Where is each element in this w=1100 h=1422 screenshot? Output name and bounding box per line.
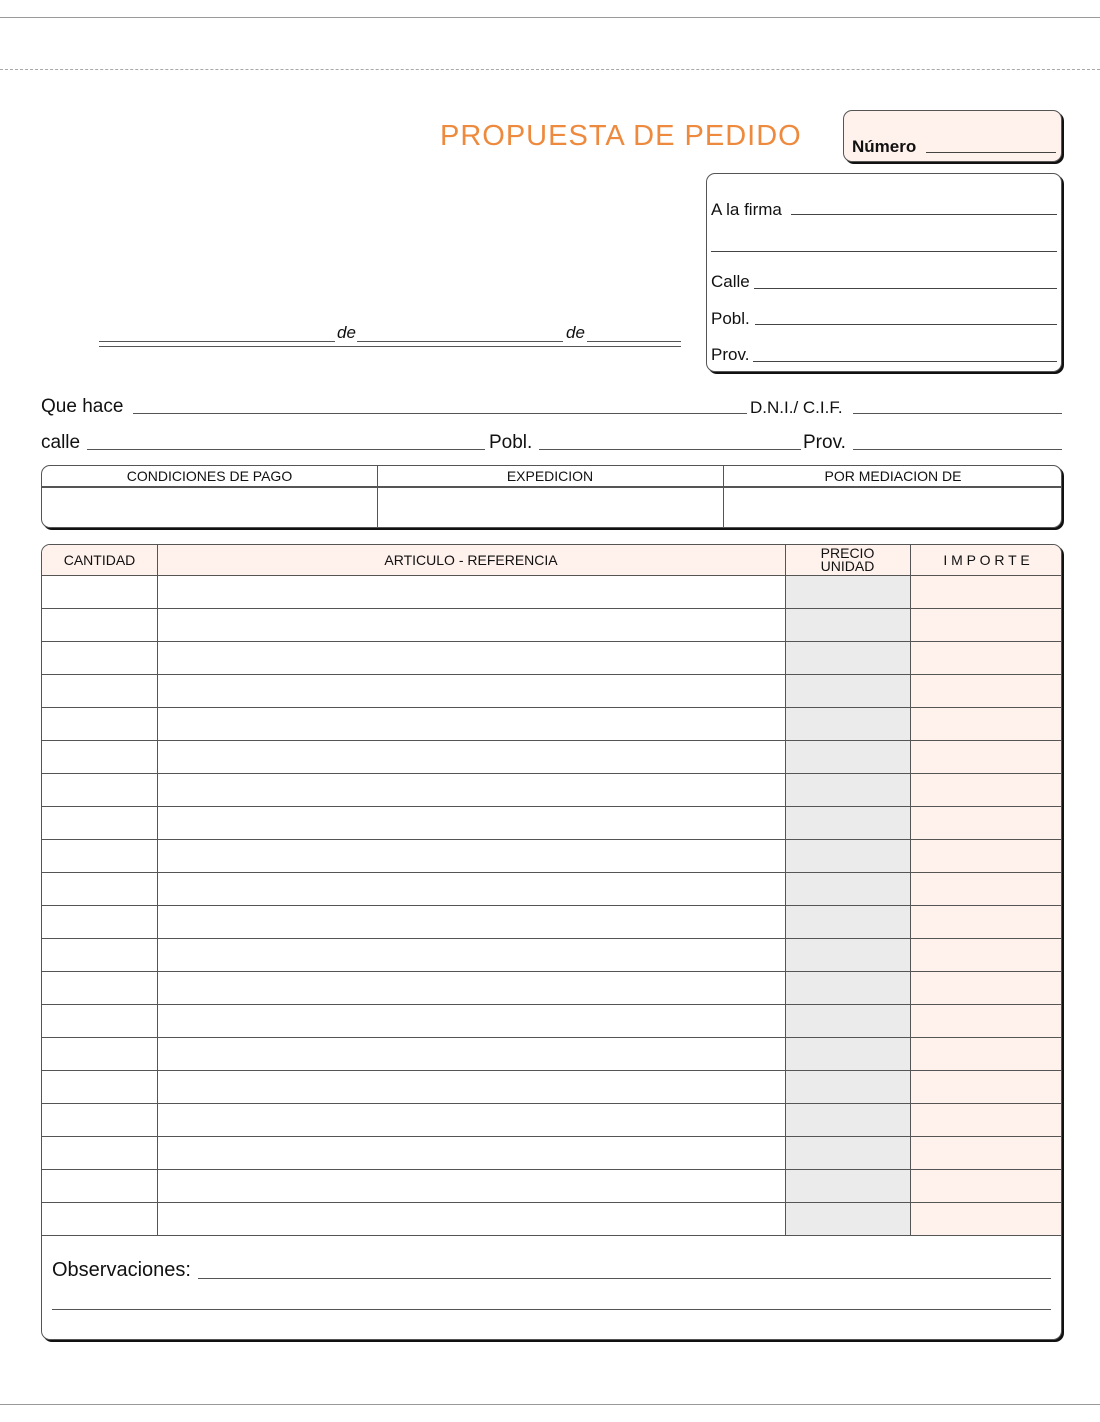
precio-cells	[785, 576, 910, 1236]
articulo-header: ARTICULO - REFERENCIA	[157, 545, 785, 576]
table-cell[interactable]	[157, 708, 785, 741]
table-cell[interactable]	[785, 939, 910, 972]
table-cell[interactable]	[157, 609, 785, 642]
items-table	[41, 544, 1062, 1340]
table-cell[interactable]	[42, 741, 157, 774]
importe-cells	[910, 576, 1062, 1236]
table-cell[interactable]	[42, 642, 157, 675]
table-cell[interactable]	[785, 1203, 910, 1236]
firma-pobl-label: Pobl.	[711, 309, 750, 328]
expedicion-header: EXPEDICION	[377, 466, 723, 487]
table-cell[interactable]	[910, 741, 1062, 774]
date-line	[99, 320, 681, 350]
articulo-cells	[157, 576, 785, 1236]
table-cell[interactable]	[157, 1170, 785, 1203]
table-cell[interactable]	[785, 675, 910, 708]
table-cell[interactable]	[42, 1170, 157, 1203]
a-la-firma-field-2[interactable]	[711, 251, 1057, 252]
table-cell[interactable]	[42, 675, 157, 708]
table-cell[interactable]	[157, 1005, 785, 1038]
mediacion-header: POR MEDIACION DE	[723, 466, 1062, 487]
que-hace-label: Que hace	[41, 396, 124, 417]
cantidad-column	[42, 545, 157, 1236]
que-hace-field[interactable]	[133, 413, 747, 414]
table-cell[interactable]	[42, 1005, 157, 1038]
numero-label: Número	[852, 137, 917, 156]
table-cell[interactable]	[42, 1203, 157, 1236]
table-cell[interactable]	[42, 1104, 157, 1137]
table-cell[interactable]	[910, 972, 1062, 1005]
table-cell[interactable]	[910, 675, 1062, 708]
pobl-label: Pobl.	[489, 432, 533, 453]
table-cell[interactable]	[785, 906, 910, 939]
table-cell[interactable]	[785, 840, 910, 873]
importe-header: I M P O R T E	[910, 545, 1062, 576]
table-cell[interactable]	[910, 1038, 1062, 1071]
table-cell[interactable]	[42, 609, 157, 642]
calle-label: calle	[41, 432, 81, 453]
table-cell[interactable]	[157, 972, 785, 1005]
conditions-separator	[377, 466, 378, 527]
table-cell[interactable]	[910, 1203, 1062, 1236]
table-cell[interactable]	[157, 1203, 785, 1236]
table-cell[interactable]	[785, 972, 910, 1005]
table-cell[interactable]	[42, 840, 157, 873]
table-cell[interactable]	[157, 741, 785, 774]
table-cell[interactable]	[157, 576, 785, 609]
table-cell[interactable]	[910, 1005, 1062, 1038]
observaciones-label: Observaciones:	[52, 1259, 191, 1281]
table-cell[interactable]	[157, 675, 785, 708]
table-cell[interactable]	[785, 1005, 910, 1038]
table-cell[interactable]	[910, 708, 1062, 741]
column-separator	[157, 545, 158, 1236]
table-cell[interactable]	[910, 609, 1062, 642]
date-underline	[99, 346, 681, 347]
precio-header-line1: PRECIO	[820, 545, 875, 561]
table-cell[interactable]	[157, 774, 785, 807]
numero-field[interactable]	[926, 152, 1056, 153]
table-cell[interactable]	[42, 939, 157, 972]
table-cell[interactable]	[910, 873, 1062, 906]
table-cell[interactable]	[910, 840, 1062, 873]
firma-calle-field[interactable]	[754, 288, 1057, 289]
cantidad-cells	[42, 576, 157, 1236]
date-year-field[interactable]	[587, 320, 681, 342]
table-cell[interactable]	[42, 1071, 157, 1104]
table-cell[interactable]	[785, 807, 910, 840]
firma-prov-label: Prov.	[711, 345, 750, 364]
articulo-column	[157, 545, 785, 1236]
form-title: PROPUESTA DE PEDIDO	[440, 120, 802, 152]
table-cell[interactable]	[910, 939, 1062, 972]
precio-header-line2: UNIDAD	[820, 558, 875, 574]
table-cell[interactable]	[910, 1071, 1062, 1104]
table-cell[interactable]	[910, 1170, 1062, 1203]
prov-label: Prov.	[803, 432, 846, 453]
table-cell[interactable]	[910, 906, 1062, 939]
table-cell[interactable]	[157, 840, 785, 873]
firma-pobl-field[interactable]	[755, 324, 1057, 325]
table-cell[interactable]	[157, 807, 785, 840]
table-cell[interactable]	[910, 774, 1062, 807]
table-cell[interactable]	[157, 1071, 785, 1104]
table-cell[interactable]	[785, 576, 910, 609]
conditions-separator	[723, 466, 724, 527]
table-cell[interactable]	[157, 1038, 785, 1071]
table-cell[interactable]	[785, 873, 910, 906]
perforation-line	[0, 69, 1100, 70]
table-cell[interactable]	[785, 1071, 910, 1104]
cantidad-header: CANTIDAD	[42, 545, 157, 576]
date-day-field[interactable]	[99, 320, 335, 342]
numero-box	[843, 110, 1062, 162]
calle-field[interactable]	[87, 449, 485, 450]
table-cell[interactable]	[785, 1170, 910, 1203]
firma-calle-label: Calle	[711, 272, 750, 291]
date-de-2: de	[566, 323, 585, 342]
date-month-field[interactable]	[357, 320, 563, 342]
observaciones-field[interactable]	[198, 1278, 1051, 1279]
table-cell[interactable]	[42, 1137, 157, 1170]
table-cell[interactable]	[157, 906, 785, 939]
conditions-box	[41, 465, 1062, 528]
table-cell[interactable]	[785, 609, 910, 642]
precio-column	[785, 545, 910, 1236]
table-cell[interactable]	[910, 807, 1062, 840]
dni-label: D.N.I./ C.I.F.	[750, 398, 843, 417]
table-cell[interactable]	[785, 1038, 910, 1071]
table-cell[interactable]	[42, 774, 157, 807]
table-cell[interactable]	[785, 741, 910, 774]
date-de-1: de	[337, 323, 356, 342]
table-cell[interactable]	[157, 939, 785, 972]
table-cell[interactable]	[157, 642, 785, 675]
table-cell[interactable]	[785, 642, 910, 675]
table-cell[interactable]	[785, 708, 910, 741]
table-cell[interactable]	[910, 1137, 1062, 1170]
firma-prov-field[interactable]	[753, 361, 1057, 362]
table-cell[interactable]	[157, 1137, 785, 1170]
dni-field[interactable]	[853, 413, 1062, 414]
table-cell[interactable]	[42, 708, 157, 741]
table-cell[interactable]	[910, 642, 1062, 675]
table-cell[interactable]	[42, 807, 157, 840]
table-cell[interactable]	[785, 1137, 910, 1170]
firma-box	[706, 173, 1062, 372]
importe-column	[910, 545, 1062, 1236]
column-separator	[785, 545, 786, 1236]
condiciones-pago-header: CONDICIONES DE PAGO	[42, 466, 377, 487]
a-la-firma-field[interactable]	[791, 214, 1057, 215]
precio-header	[785, 545, 910, 576]
table-cell[interactable]	[157, 1104, 785, 1137]
table-cell[interactable]	[785, 774, 910, 807]
conditions-divider	[42, 487, 1061, 488]
table-cell[interactable]	[785, 1104, 910, 1137]
prov-field[interactable]	[853, 449, 1062, 450]
table-cell[interactable]	[157, 873, 785, 906]
a-la-firma-label: A la firma	[711, 200, 782, 219]
table-cell[interactable]	[42, 1038, 157, 1071]
table-cell[interactable]	[910, 1104, 1062, 1137]
table-cell[interactable]	[42, 873, 157, 906]
pobl-field[interactable]	[539, 449, 801, 450]
table-cell[interactable]	[42, 576, 157, 609]
observaciones-field-2[interactable]	[52, 1309, 1051, 1310]
table-cell[interactable]	[42, 906, 157, 939]
table-cell[interactable]	[910, 576, 1062, 609]
table-cell[interactable]	[42, 972, 157, 1005]
column-separator	[910, 545, 911, 1236]
